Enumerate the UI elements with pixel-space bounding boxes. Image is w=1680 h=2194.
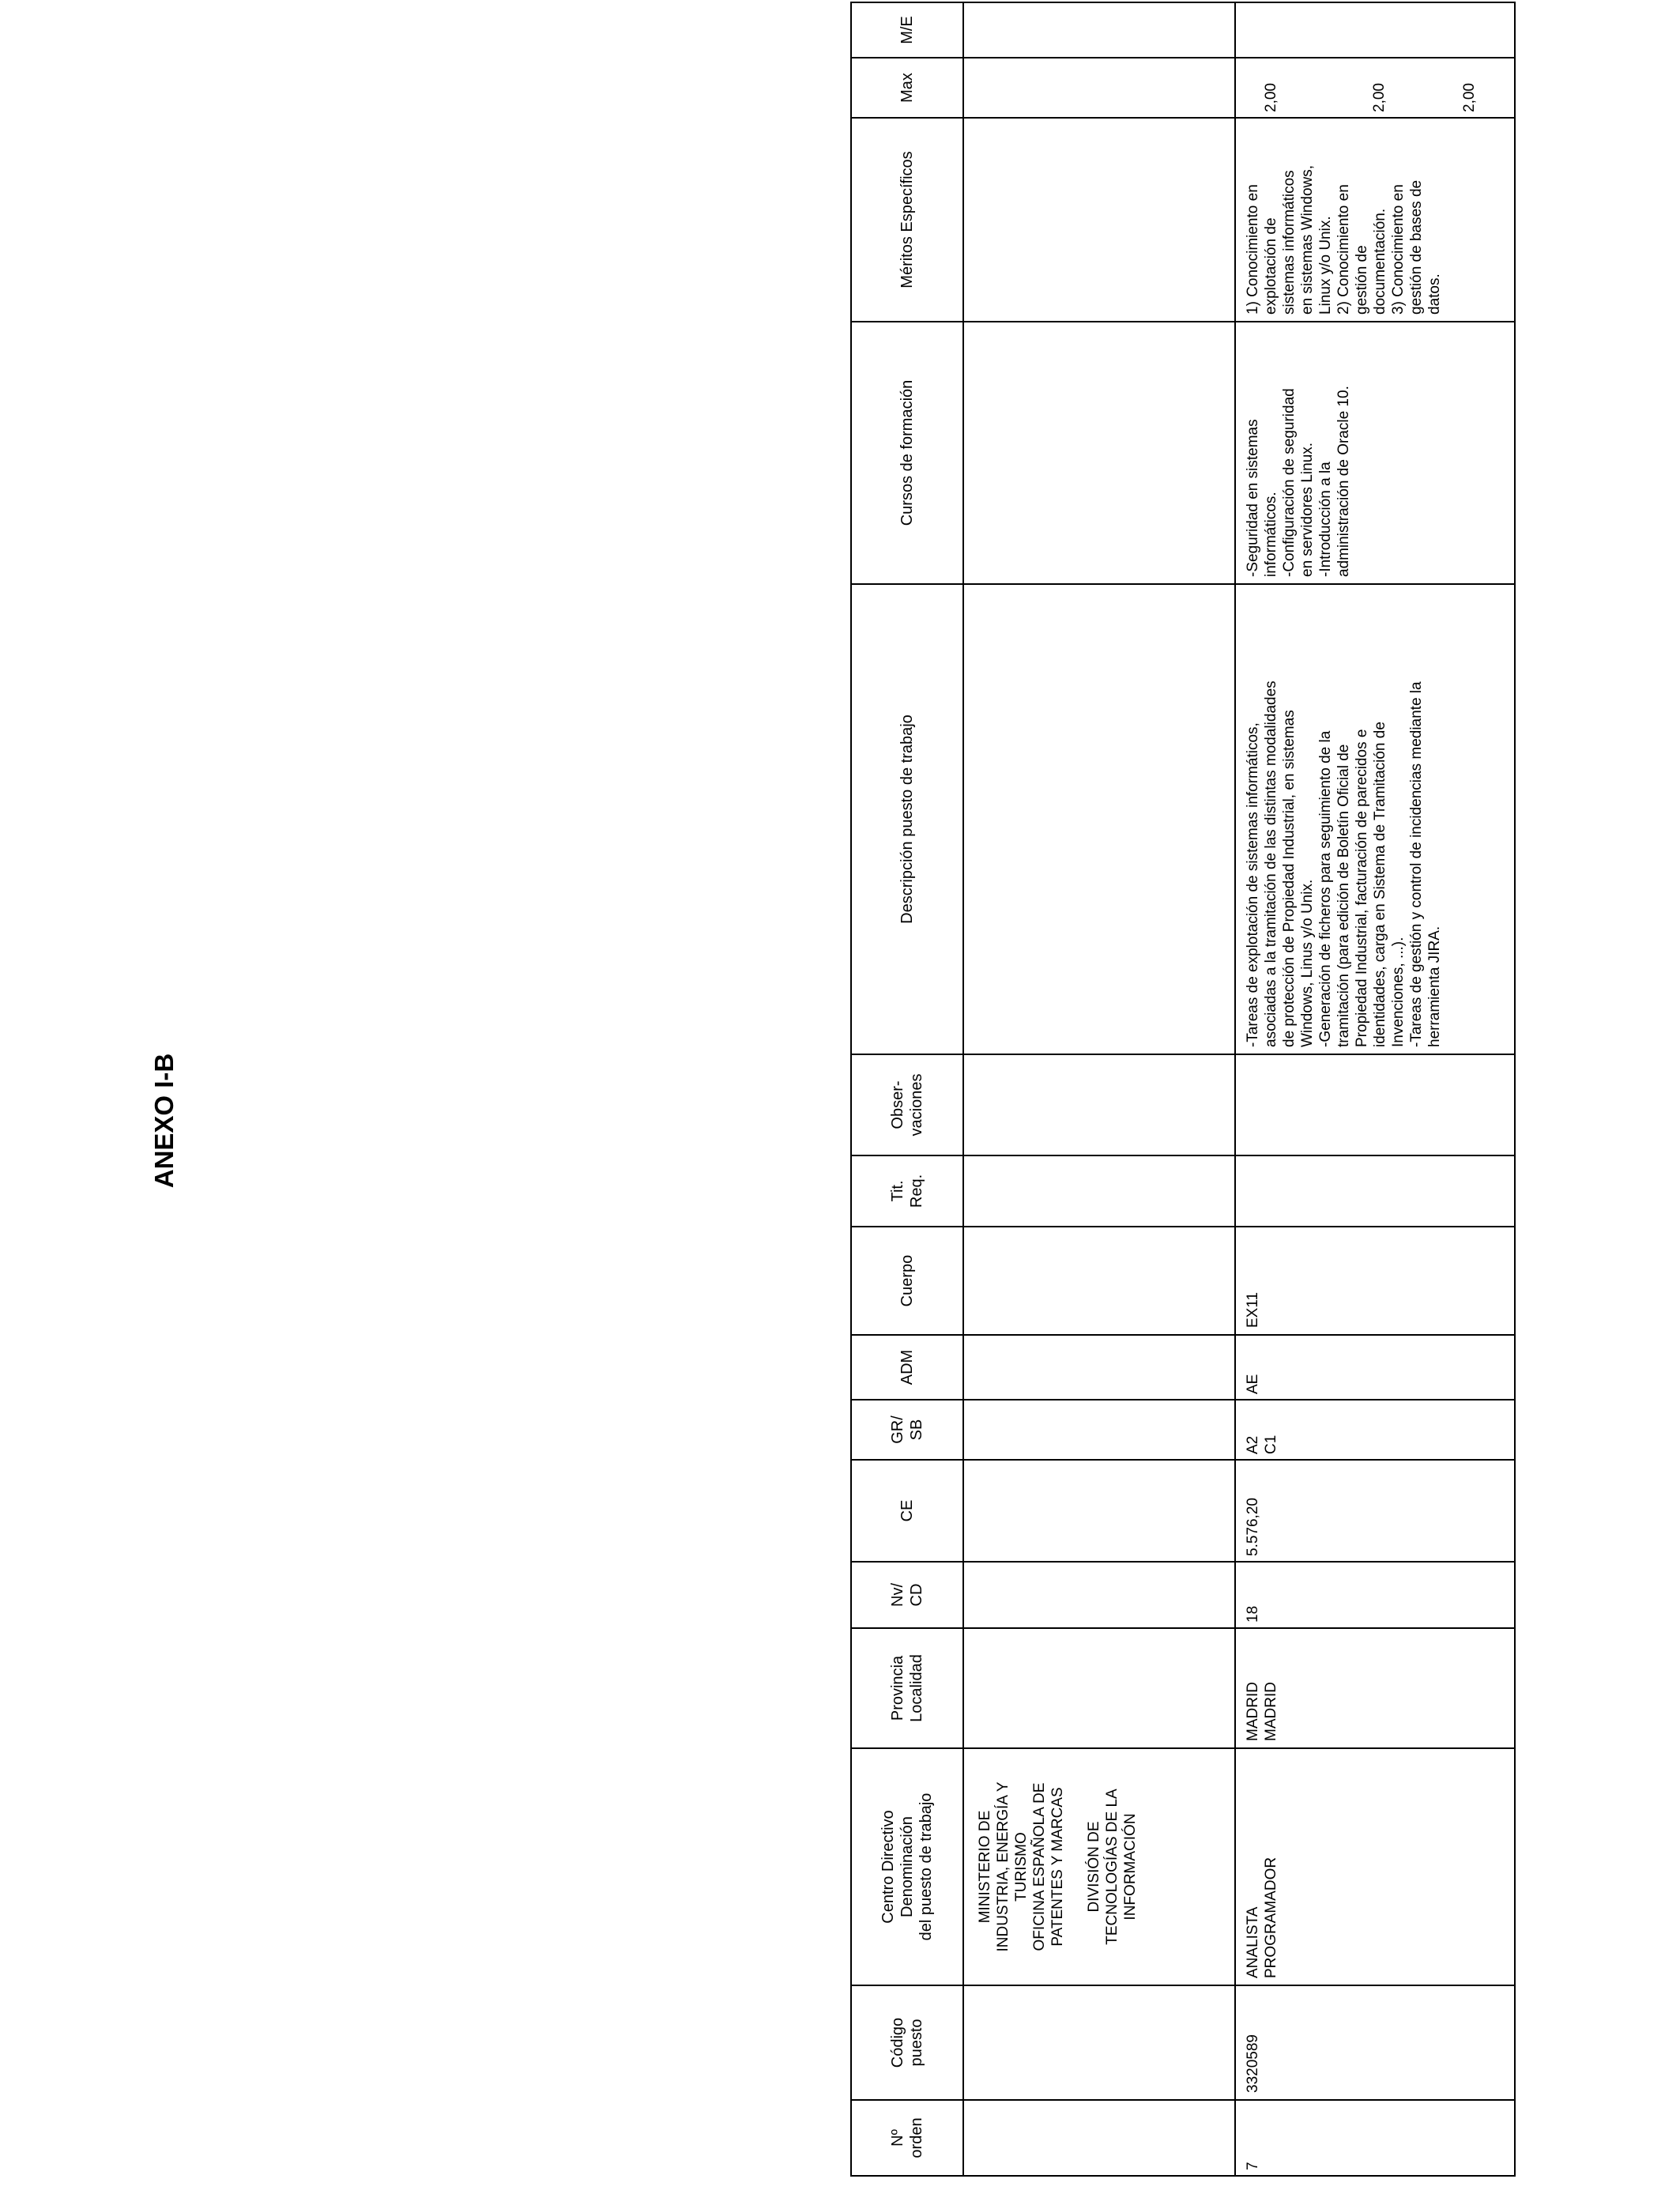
header-grupo: GR/ SB bbox=[851, 1400, 963, 1460]
cell-codigo: 3320589 bbox=[1235, 1985, 1515, 2100]
header-nivel: Nv/ CD bbox=[851, 1562, 963, 1628]
table-cell bbox=[963, 1985, 1235, 2100]
header-cuerpo: Cuerpo bbox=[851, 1227, 963, 1335]
cell-meritos: 1) Conocimiento en explotación de sistemas informáticos en sistemas Windows, Linux y/o Unix. 2) Conocimiento en gestión de documentación. 3) Conocimiento en gestión de bases de datos. bbox=[1235, 118, 1515, 322]
positions-table bbox=[850, 2, 1516, 2177]
table-cell bbox=[963, 1562, 1235, 1628]
cell-orden: 7 bbox=[1235, 2100, 1515, 2176]
table-row bbox=[1235, 2, 1515, 2176]
cell-grupo: A2 C1 bbox=[1235, 1400, 1515, 1460]
cell-descripcion: -Tareas de explotación de sistemas informáticos, asociadas a la tramitación de las distintas modalidades de protección de Propiedad Industrial, en sistemas Windows, Linus y/o Unix. -Generación de ficheros para seguimiento de la tramitación (para edición de Boletín Oficial de Propiedad Industrial, facturación de parecidos e identidades, carga en Sistema de Tramitación de Invenciones, ...). -Tareas de gestión y control de incidencias mediante la herramienta JIRA. bbox=[1235, 584, 1515, 1054]
table-cell bbox=[963, 1460, 1235, 1562]
centro-directivo-cell: MINISTERIO DE INDUSTRIA, ENERGÍA Y TURISMO OFICINA ESPAÑOLA DE PATENTES Y MARCAS DIVISIÓN DE TECNOLOGÍAS DE LA INFORMACIÓN bbox=[963, 1748, 1235, 1985]
header-row bbox=[851, 2, 963, 2176]
header-ce: CE bbox=[851, 1460, 963, 1562]
table-cell bbox=[963, 58, 1235, 118]
header-provincia: Provincia Localidad bbox=[851, 1628, 963, 1748]
max-value: 2,00 bbox=[1461, 83, 1478, 112]
header-observaciones: Obser- vaciones bbox=[851, 1054, 963, 1155]
cell-titulacion bbox=[1235, 1155, 1515, 1227]
cell-me bbox=[1235, 2, 1515, 58]
table-cell bbox=[963, 1335, 1235, 1400]
centro-row bbox=[963, 2, 1235, 2176]
cell-max bbox=[1235, 58, 1515, 118]
max-value: 2,00 bbox=[1263, 83, 1279, 112]
header-meritos: Méritos Específicos bbox=[851, 118, 963, 322]
table-cell bbox=[963, 2100, 1235, 2176]
header-me: M/E bbox=[851, 2, 963, 58]
table-cell bbox=[963, 584, 1235, 1054]
header-descripcion: Descripción puesto de trabajo bbox=[851, 584, 963, 1054]
document-title: ANEXO I-B bbox=[149, 1053, 179, 1189]
table-cell bbox=[963, 322, 1235, 584]
cell-ce: 5.576,20 bbox=[1235, 1460, 1515, 1562]
cell-denominacion: ANALISTA PROGRAMADOR bbox=[1235, 1748, 1515, 1985]
cell-nivel: 18 bbox=[1235, 1562, 1515, 1628]
header-max: Max bbox=[851, 58, 963, 118]
table-cell bbox=[963, 2, 1235, 58]
header-centro: Centro Directivo Denominación del puesto de trabajo bbox=[851, 1748, 963, 1985]
header-adm: ADM bbox=[851, 1335, 963, 1400]
header-codigo: Código puesto bbox=[851, 1985, 963, 2100]
header-titulacion: Tit. Req. bbox=[851, 1155, 963, 1227]
max-value: 2,00 bbox=[1371, 83, 1388, 112]
header-orden: Nº orden bbox=[851, 2100, 963, 2176]
table-cell bbox=[963, 1054, 1235, 1155]
table-cell bbox=[963, 1628, 1235, 1748]
table-cell bbox=[963, 1155, 1235, 1227]
cell-observaciones bbox=[1235, 1054, 1515, 1155]
table-cell bbox=[963, 118, 1235, 322]
table-cell bbox=[963, 1400, 1235, 1460]
cell-provincia: MADRID MADRID bbox=[1235, 1628, 1515, 1748]
cell-adm: AE bbox=[1235, 1335, 1515, 1400]
cell-cursos: -Seguridad en sistemas informáticos. -Configuración de seguridad en servidores Linux. -Introducción a la administración de Oracle 10. bbox=[1235, 322, 1515, 584]
header-cursos: Cursos de formación bbox=[851, 322, 963, 584]
table-cell bbox=[963, 1227, 1235, 1335]
cell-cuerpo: EX11 bbox=[1235, 1227, 1515, 1335]
